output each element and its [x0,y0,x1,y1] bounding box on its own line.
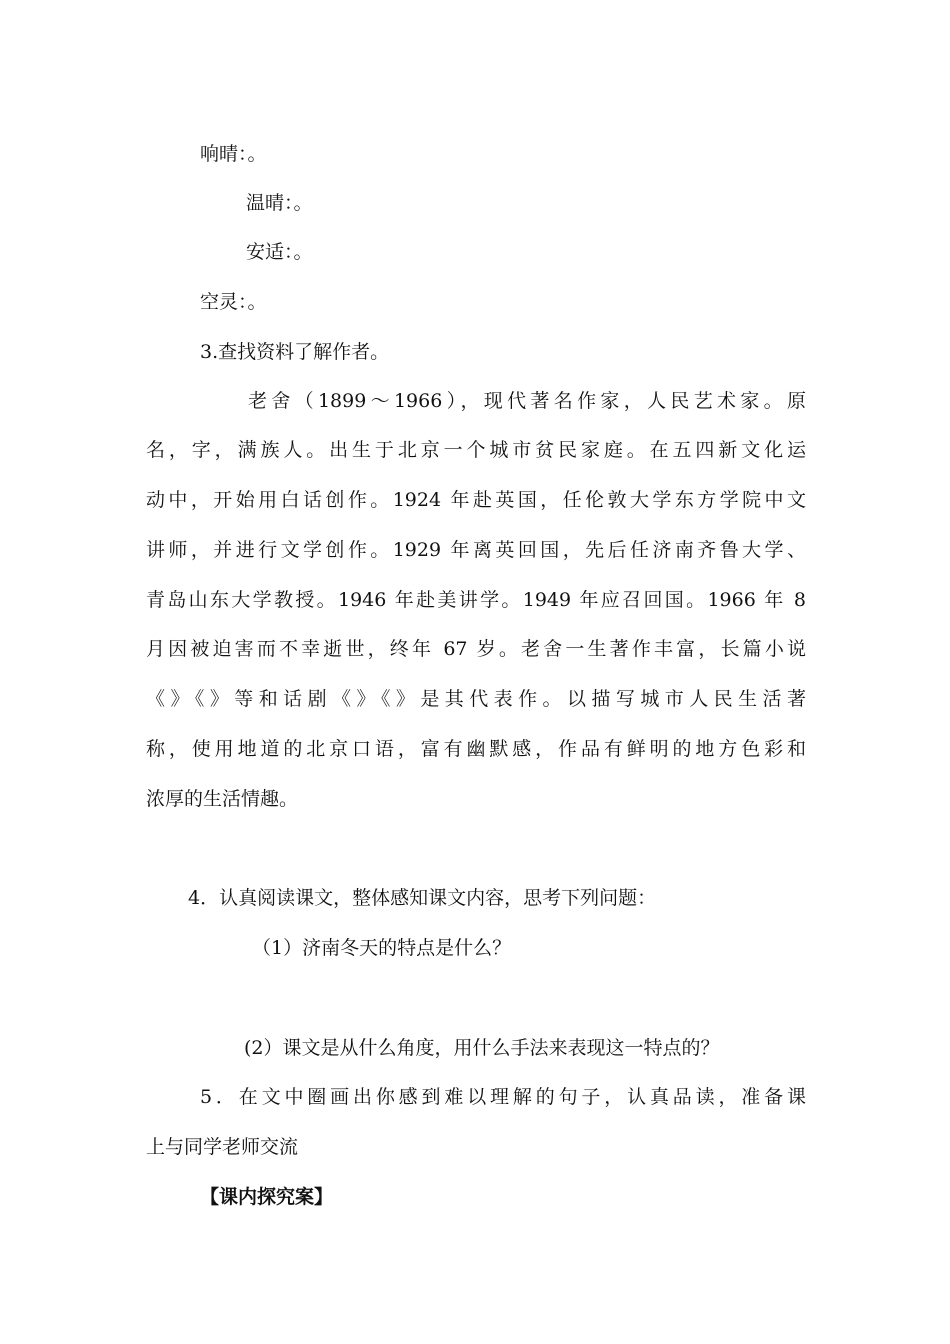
author-paragraph-line: 老舍（1899～1966），现代著名作家，人民艺术家。原 [248,390,806,412]
author-paragraph-line: 月因被迫害而不幸逝世，终年 67 岁。老舍一生著作丰富，长篇小说 [146,638,806,660]
q4-sub1: （1）济南冬天的特点是什么？ [252,937,512,959]
author-paragraph-line: 《》《》等和话剧《》《》是其代表作。以描写城市人民生活著 [146,688,806,710]
vocab-kongling: 空灵：。 [200,291,267,313]
author-paragraph-line: 青岛山东大学教授。1946 年赴美讲学。1949 年应召回国。1966 年 8 [146,589,806,611]
author-paragraph-line: 浓厚的生活情趣。 [146,788,299,810]
vocab-wenqing: 温晴：。 [246,192,313,214]
author-paragraph-line: 讲师，并进行文学创作。1929 年离英回国，先后任济南齐鲁大学、 [146,539,806,561]
vocab-anshi: 安适：。 [246,241,313,263]
author-paragraph-line: 称，使用地道的北京口语，富有幽默感，作品有鲜明的地方色彩和 [146,738,806,760]
section-heading: 【课内探究案】 [200,1186,334,1208]
author-paragraph-line: 动中，开始用白话创作。1924 年赴英国，任伦敦大学东方学院中文 [146,489,806,511]
vocab-xiangqing: 响晴：。 [200,143,267,165]
q4-sub2: (2）课文是从什么角度，用什么手法来表现这一特点的？ [244,1037,720,1059]
q4-title: 4．认真阅读课文，整体感知课文内容，思考下列问题： [188,887,657,909]
q3-title: 3.查找资料了解作者。 [200,341,390,363]
author-paragraph-line: 名，字，满族人。出生于北京一个城市贫民家庭。在五四新文化运 [146,439,806,461]
q5-line2: 上与同学老师交流 [146,1136,299,1158]
vocab-kongling-text: 空灵： [200,291,248,313]
q5-line1: 5．在文中圈画出你感到难以理解的句子，认真品读，准备课 [200,1086,806,1108]
